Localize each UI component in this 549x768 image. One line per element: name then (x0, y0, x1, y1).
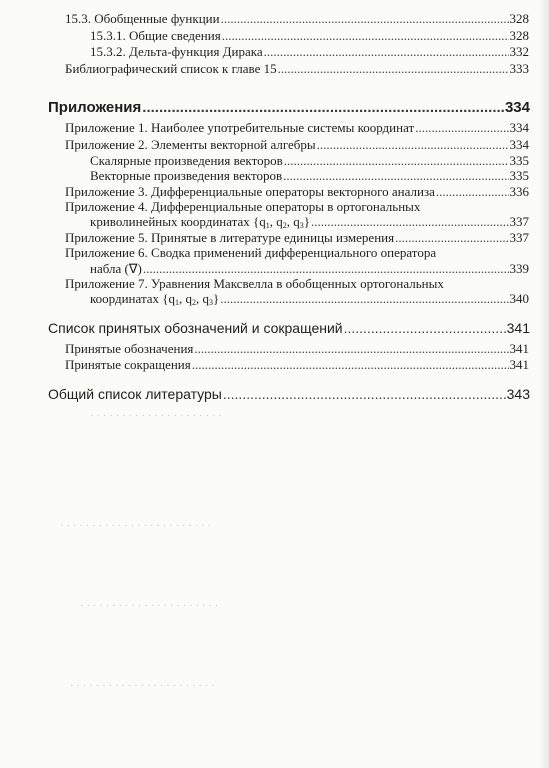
toc-page: 334 (509, 120, 529, 135)
toc-entry-15-3-2[interactable] (90, 45, 529, 58)
toc-leader (143, 262, 509, 275)
toc-title-continuation (90, 215, 310, 230)
toc-leader (278, 62, 509, 75)
toc-title: Принятые сокращения (65, 357, 191, 372)
toc-leader (395, 231, 508, 244)
toc-leader (222, 29, 509, 42)
toc-title-continuation: набла (∇) (90, 261, 142, 276)
q-symbol: q (185, 291, 193, 306)
q-symbol: q (276, 214, 283, 229)
toc-title: Приложение 4. Дифференциальные операторы в ортогональных (65, 199, 421, 214)
toc-entry-appendix-4[interactable] (90, 215, 529, 230)
toc-leader (264, 45, 509, 58)
toc-entry-notations[interactable] (65, 342, 529, 355)
toc-entry-appendix-6-line1[interactable] (65, 246, 436, 259)
separator: , (286, 214, 294, 229)
toc-page: 332 (509, 44, 529, 59)
brace: } (213, 291, 220, 306)
toc-leader (220, 292, 508, 305)
toc-leader (283, 169, 508, 182)
toc-page: 341 (509, 341, 529, 356)
toc-entry-vector-products[interactable] (90, 169, 529, 182)
q-symbol: q (202, 291, 210, 306)
toc-leader (142, 100, 504, 115)
toc-page: 341 (506, 320, 530, 336)
subscript: 1 (175, 298, 180, 307)
toc-title: Список принятых обозначений и сокращений (48, 320, 343, 336)
toc-entry-appendix-5[interactable] (65, 231, 529, 244)
toc-title: 15.3. Обобщенные функции (65, 11, 220, 26)
toc-leader (317, 138, 509, 151)
toc-page: 341 (509, 357, 529, 372)
toc-page: 335 (509, 153, 529, 168)
toc-entry-bibliography-15[interactable] (65, 62, 529, 75)
toc-entry-appendix-7[interactable] (90, 292, 529, 307)
separator: , (196, 291, 203, 306)
toc-title: Векторные произведения векторов (90, 168, 283, 183)
toc-title: 15.3.1. Общие сведения (90, 28, 221, 43)
book-spine-shadow (539, 0, 549, 768)
toc-page: 343 (506, 386, 530, 402)
toc-title-continuation (90, 292, 219, 307)
toc-entry-appendices[interactable] (48, 100, 530, 115)
toc-entry-appendix-4-line1[interactable] (65, 200, 420, 213)
toc-page: 337 (509, 230, 529, 245)
toc-title: Скалярные произведения векторов (90, 153, 283, 168)
toc-entry-abbreviations[interactable] (65, 358, 529, 371)
toc-title: Общий список литературы (48, 386, 222, 402)
toc-page: 334 (509, 137, 529, 152)
toc-page: 336 (509, 184, 529, 199)
toc-title: Приложения (48, 99, 142, 116)
brace: } (303, 214, 311, 229)
toc-title: Приложение 2. Элементы векторной алгебры (65, 137, 316, 152)
toc-leader (284, 154, 509, 167)
toc-page: 340 (509, 291, 529, 306)
toc-page: 339 (509, 261, 529, 276)
toc-entry-scalar-products[interactable] (90, 154, 529, 167)
subscript: 2 (192, 298, 197, 307)
toc-continuation-text: координатах {q (90, 291, 176, 306)
subscript: 3 (299, 221, 304, 230)
toc-leader (436, 185, 509, 198)
toc-page: 335 (509, 168, 529, 183)
toc-entry-general-bibliography[interactable] (48, 387, 530, 401)
toc-title: 15.3.2. Дельта-функция Дирака (90, 44, 263, 59)
toc-page: 328 (509, 28, 529, 43)
bleed-through-text: · · · · · · · · · · · · · · · · · · · · · · · · · · · · · · · · · · · · · · · · · · · · · · · · · · · · · · · · · · · · · · · · · · · · · · · · · · · · · · · · · · · · · · · · · · (60, 410, 222, 692)
toc-leader (192, 358, 509, 371)
subscript: 3 (209, 298, 214, 307)
toc-leader (221, 12, 509, 25)
toc-title: Приложение 7. Уравнения Максвелла в обобщенных ортогональных (65, 276, 444, 291)
toc-title: Приложение 3. Дифференциальные операторы векторного анализа (65, 184, 435, 199)
toc-entry-appendix-7-line1[interactable] (65, 277, 444, 290)
toc-page: 328 (509, 11, 529, 26)
toc-entry-15-3[interactable] (65, 12, 529, 25)
toc-entry-notation-list[interactable] (48, 321, 530, 335)
toc-entry-appendix-3[interactable] (65, 185, 529, 198)
separator: , (179, 291, 186, 306)
toc-leader (311, 215, 508, 228)
toc-title: Принятые обозначения (65, 341, 194, 356)
toc-leader (194, 342, 508, 355)
separator: , (269, 214, 277, 229)
toc-leader (415, 121, 508, 134)
toc-entry-appendix-6[interactable] (90, 262, 529, 275)
toc-title: Библиографический список к главе 15 (65, 61, 277, 76)
toc-continuation-text: криволинейных координатах {q (90, 214, 266, 229)
toc-entry-15-3-1[interactable] (90, 29, 529, 42)
toc-leader (344, 321, 506, 335)
toc-entry-appendix-1[interactable] (65, 121, 529, 134)
toc-page: 337 (509, 214, 529, 229)
q-symbol: q (293, 214, 300, 229)
toc-title: Приложение 1. Наиболее употребительные системы координат (65, 120, 415, 135)
toc-page: 334 (504, 99, 530, 116)
subscript: 2 (282, 221, 287, 230)
subscript: 1 (265, 221, 270, 230)
toc-leader (223, 387, 506, 401)
toc-entry-appendix-2[interactable] (65, 138, 529, 151)
toc-title: Приложение 5. Принятые в литературе единицы измерения (65, 230, 395, 245)
toc-title: Приложение 6. Сводка применений дифференциального оператора (65, 245, 437, 260)
toc-page: 333 (509, 61, 529, 76)
